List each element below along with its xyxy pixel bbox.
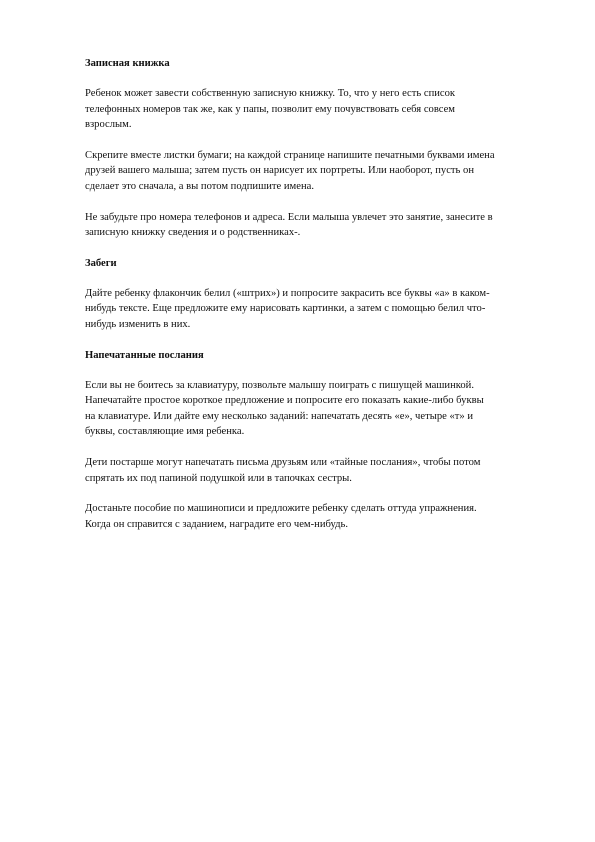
- text-line: Достаньте пособие по машинописи и предложите ребенку сделать оттуда упражнения.: [85, 503, 477, 515]
- text-line: спрятать их под папиной подушкой или в тапочках сестры.: [85, 472, 352, 484]
- text-line: на клавиатуре. Или дайте ему несколько заданий: напечатать десять «е», четыре «т» и: [85, 410, 474, 422]
- section-heading-races: Забеги: [85, 257, 117, 269]
- text-line: сделает это сначала, а вы потом подпишите имена.: [85, 180, 314, 192]
- paragraph: [85, 148, 555, 195]
- text-line: взрослым.: [85, 119, 132, 131]
- text-line: Напечатайте простое короткое предложение и попросите его показать какие-либо буквы: [85, 395, 484, 407]
- text-line: Ребенок может завести собственную записную книжку. То, что у него есть список: [85, 88, 456, 99]
- text-line: Когда он справится с заданием, наградите его чем-нибудь.: [85, 518, 348, 530]
- text-line: буквы, составляющие имя ребенка.: [85, 426, 245, 438]
- text-line: Не забудьте про номера телефонов и адреса. Если малыша увлечет это занятие, занесите в: [85, 211, 493, 223]
- text-line: нибудь тексте. Еще предложите ему нарисовать картинки, а затем с помощью белил что-: [85, 303, 486, 315]
- section-heading-notebook: Записная книжка: [85, 58, 170, 69]
- paragraph: [85, 455, 555, 486]
- section-heading-typed-messages: Напечатанные послания: [85, 349, 204, 361]
- paragraph: [85, 86, 555, 133]
- text-line: записную книжку сведения и о родственниках-.: [85, 227, 301, 239]
- text-line: Если вы не боитесь за клавиатуру, позвольте малышу поиграть с пишущей машинкой.: [85, 379, 474, 391]
- text-line: Дети постарше могут напечатать письма друзьям или «тайные послания», чтобы потом: [85, 456, 481, 468]
- paragraph: [85, 501, 555, 532]
- document-body: [85, 56, 555, 532]
- paragraph: [85, 286, 555, 333]
- paragraph: [85, 210, 555, 241]
- text-line: Скрепите вместе листки бумаги; на каждой странице напишите печатными буквами имена: [85, 149, 495, 161]
- text-line: друзей вашего малыша; затем пусть он нарисует их портреты. Или наоборот, пусть он: [85, 165, 474, 177]
- text-line: телефонных номеров так же, как у папы, позволит ему почувствовать себя совсем: [85, 103, 455, 115]
- paragraph: [85, 378, 555, 440]
- text-line: нибудь изменить в них.: [85, 318, 191, 330]
- text-line: Дайте ребенку флакончик белил («штрих») и попросите закрасить все буквы «а» в каком-: [85, 287, 490, 299]
